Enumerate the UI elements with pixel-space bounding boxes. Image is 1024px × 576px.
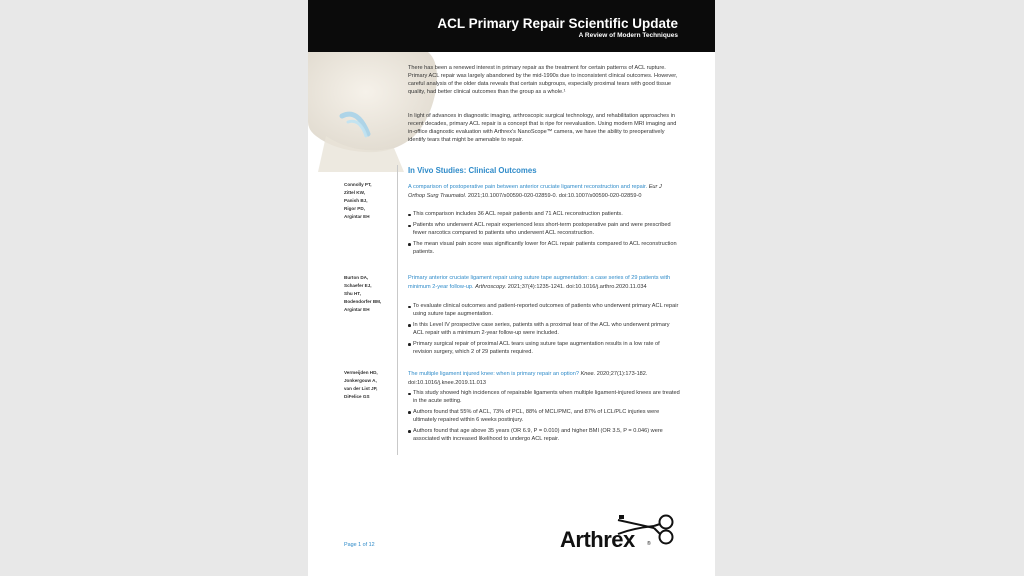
- study-2-findings: [408, 303, 680, 359]
- intro-paragraph-1: There has been a renewed interest in primary repair as the treatment for certain patterns of ACL rupture. Primary ACL repair was largely abandoned by the mid-1990s due to inconsistent clinical outcomes. However, careful analysis of the older data reveals that certain subgroups, especially proximal tears with good tissue quality, had better clinical outcomes than the group as a whole.¹: [408, 65, 678, 95]
- list-item: This study showed high incidences of repairable ligaments when multiple ligament-injured knees are treated in the acute setting.: [408, 390, 680, 406]
- list-item: Authors found that age above 35 years (OR 6.9, P = 0.010) and higher BMI (OR 3.5, P = 0.046) were associated with increased likelihood to undergo ACL repair.: [408, 428, 680, 444]
- study-1-authors: [344, 181, 394, 221]
- author-name: DiFelice GS: [344, 393, 370, 399]
- author-name: Argintar EH: [344, 213, 370, 219]
- study-2-authors: [344, 274, 394, 314]
- list-item: In this Level IV prospective case series, patients with a proximal tear of the ACL who underwent primary ACL repair with a minimum 2-year follow-up were included.: [408, 322, 680, 338]
- author-name: Burton DA,: [344, 275, 369, 280]
- page-title: ACL Primary Repair Scientific Update: [437, 16, 678, 31]
- author-name: Vermeijden HD,: [344, 370, 378, 375]
- study-2-journal: Arthroscopy.: [475, 283, 507, 290]
- author-name: Panish BJ,: [344, 197, 368, 203]
- page-number: Page 1 of 12: [344, 542, 375, 548]
- author-name: Connolly PT,: [344, 182, 372, 187]
- study-3-citation: 2020;27(1):173-182. doi:10.1016/j.knee.2019.11.013: [408, 371, 648, 386]
- author-name: van der List JP,: [344, 385, 378, 391]
- logo-wordmark: Arthrex: [560, 527, 635, 552]
- author-name: Argintar EH: [344, 306, 370, 312]
- author-name: Shu HT,: [344, 290, 361, 296]
- study-3-journal: Knee.: [580, 371, 596, 377]
- study-1-citation: 2021;10.1007/s00590-020-02859-0. doi:10.1007/s00590-020-02859-0: [467, 192, 642, 199]
- study-1-journal: Eur J Orthop Surg Traumatol.: [408, 184, 662, 199]
- study-1-findings: [408, 211, 680, 260]
- header-bar: [308, 0, 715, 52]
- bullet-icon: [408, 324, 411, 327]
- author-name: Zittel KW,: [344, 189, 365, 195]
- author-name: Rigor PD,: [344, 205, 365, 211]
- list-item: This comparison includes 36 ACL repair patients and 71 ACL reconstruction patients.: [408, 211, 680, 219]
- section-divider-line: [397, 165, 398, 455]
- study-1-reference: [408, 183, 680, 200]
- page-subtitle: A Review of Modern Techniques: [578, 32, 678, 39]
- author-name: Schaefer EJ,: [344, 282, 372, 288]
- list-item: Authors found that 55% of ACL, 73% of PCL, 88% of MCL/PMC, and 87% of LCL/PLC injuries were ultimately repaired within 6 weeks postinjury.: [408, 409, 680, 425]
- study-2-citation: 2021;37(4):1235-1241. doi:10.1016/j.arthro.2020.11.034: [507, 283, 647, 290]
- study-2-reference: [408, 274, 680, 291]
- study-3-authors: [344, 369, 394, 401]
- bullet-icon: [408, 243, 411, 246]
- list-item: The mean visual pain score was significantly lower for ACL repair patients compared to ACL reconstruction patients.: [408, 241, 680, 257]
- document-page: [308, 0, 715, 576]
- bullet-icon: [408, 225, 411, 228]
- bullet-icon: [408, 393, 411, 396]
- author-name: Jonkergouw A,: [344, 377, 377, 383]
- list-item: Patients who underwent ACL repair experienced less short-term postoperative pain and were prescribed fewer narcotics compared to patients who underwent ACL reconstruction.: [408, 222, 680, 238]
- study-3-findings: [408, 390, 680, 446]
- intro-paragraph-2: In light of advances in diagnostic imaging, arthroscopic surgical technology, and rehabilitation approaches in recent decades, primary ACL repair is a concept that is ripe for reevaluation. Using modern MRI imaging and in-office diagnostic evaluation with Arthrex's NanoScope™ camera, we have the ability to preoperatively identify tears that might be amenable to repair.: [408, 113, 677, 143]
- registered-mark: ®: [647, 541, 651, 547]
- bullet-icon: [408, 306, 411, 309]
- study-1-title-link[interactable]: A comparison of postoperative pain between anterior cruciate ligament reconstruction and repair.: [408, 184, 648, 190]
- list-item: Primary surgical repair of proximal ACL tears using suture tape augmentation results in a low rate of revision surgery, which 2 of 29 patients required.: [408, 341, 680, 357]
- study-2-title-link[interactable]: Primary anterior cruciate ligament repair using suture tape augmentation: a case series of 29 patients with minimum 2-year follow-up.: [408, 275, 671, 290]
- bullet-icon: [408, 214, 411, 217]
- arthrex-logo: [558, 512, 686, 554]
- bullet-icon: [408, 430, 411, 433]
- bullet-icon: [408, 343, 411, 346]
- section-heading: In Vivo Studies: Clinical Outcomes: [408, 166, 537, 175]
- study-3-reference: [408, 370, 680, 387]
- list-item: To evaluate clinical outcomes and patient-reported outcomes of patients who underwent primary ACL repair using suture tape augmentation.: [408, 303, 680, 319]
- surgical-scissors-icon: [614, 512, 686, 546]
- study-3-title-link[interactable]: The multiple ligament injured knee: when is primary repair an option?: [408, 371, 580, 377]
- bullet-icon: [408, 411, 411, 414]
- author-name: Bodendorfer BM,: [344, 298, 382, 304]
